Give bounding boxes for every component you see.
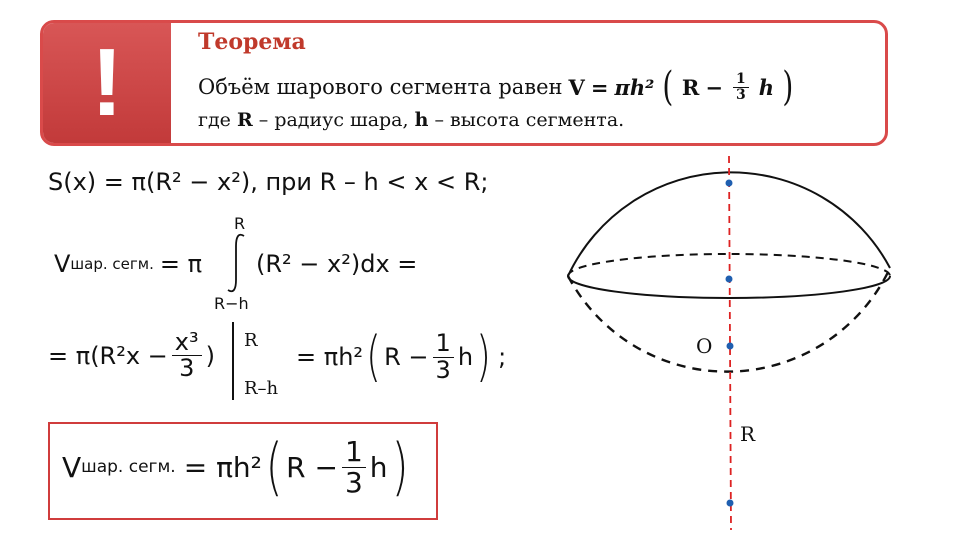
cut-point xyxy=(726,276,733,283)
res-r: R − xyxy=(384,343,429,371)
eval-prefix: = π(R²x − xyxy=(48,341,168,370)
theorem-eq: = xyxy=(590,74,609,100)
theorem-v: V xyxy=(568,74,585,100)
integrand: (R² − x²)dx = xyxy=(256,250,418,278)
integral-lower-limit: R−h xyxy=(214,294,249,313)
center-point xyxy=(727,343,734,350)
x3-den: 3 xyxy=(179,354,195,383)
bottom-point xyxy=(727,500,734,507)
x3-num: x³ xyxy=(172,330,202,356)
sphere-hidden-arc xyxy=(568,268,890,372)
frac-num: 1 xyxy=(733,72,749,88)
result-num: 1 xyxy=(342,437,366,467)
right-paren: ) xyxy=(476,325,491,388)
left-paren: ( xyxy=(662,64,674,110)
v-label: V xyxy=(54,250,71,278)
frac-den: 3 xyxy=(735,86,746,103)
def-prefix: где xyxy=(198,109,237,131)
eval-eq: = πh² xyxy=(296,343,364,371)
eq-pi: = π xyxy=(159,250,203,278)
left-paren: ( xyxy=(366,325,381,388)
v-subscript: шар. сегм. xyxy=(70,255,154,273)
cross-section-formula: S(x) = π(R² − x²), при R – h < x < R; xyxy=(48,168,489,196)
integral-upper-limit: R xyxy=(234,214,246,233)
res-num: 1 xyxy=(433,331,454,357)
right-paren: ) xyxy=(391,430,409,503)
res-h: h xyxy=(457,343,474,371)
theorem-title: Теорема xyxy=(198,29,306,55)
cap-arc xyxy=(568,172,890,276)
def-suffix: – высота сегмента. xyxy=(428,109,625,131)
result-r: R − xyxy=(286,450,338,484)
result-h: h xyxy=(369,450,388,484)
eval-upper: R xyxy=(244,330,258,351)
def-h: h xyxy=(414,109,429,131)
def-mid: – радиус шара, xyxy=(252,109,415,131)
result-subscript: шар. сегм. xyxy=(81,457,176,477)
theorem-prefix: Объём шарового сегмента равен xyxy=(198,75,563,99)
result-v: V xyxy=(62,450,82,484)
result-den: 3 xyxy=(344,465,363,499)
theorem-h: h xyxy=(758,74,774,100)
theorem-pi-h2: πh² xyxy=(614,74,655,100)
center-label: O xyxy=(696,334,713,358)
right-paren: ) xyxy=(782,64,794,110)
def-r: R xyxy=(236,109,253,131)
close-paren: ) xyxy=(205,341,215,370)
res-den: 3 xyxy=(435,355,451,384)
semicolon: ; xyxy=(498,343,507,371)
left-paren: ( xyxy=(265,430,283,503)
theorem-r: R xyxy=(681,74,700,100)
result-rhs: = πh² xyxy=(183,450,262,484)
eval-lower: R–h xyxy=(244,378,279,399)
radius-label: R xyxy=(740,422,756,446)
top-point xyxy=(726,180,733,187)
exclamation-icon: ! xyxy=(91,29,123,136)
theorem-minus: − xyxy=(705,74,723,100)
